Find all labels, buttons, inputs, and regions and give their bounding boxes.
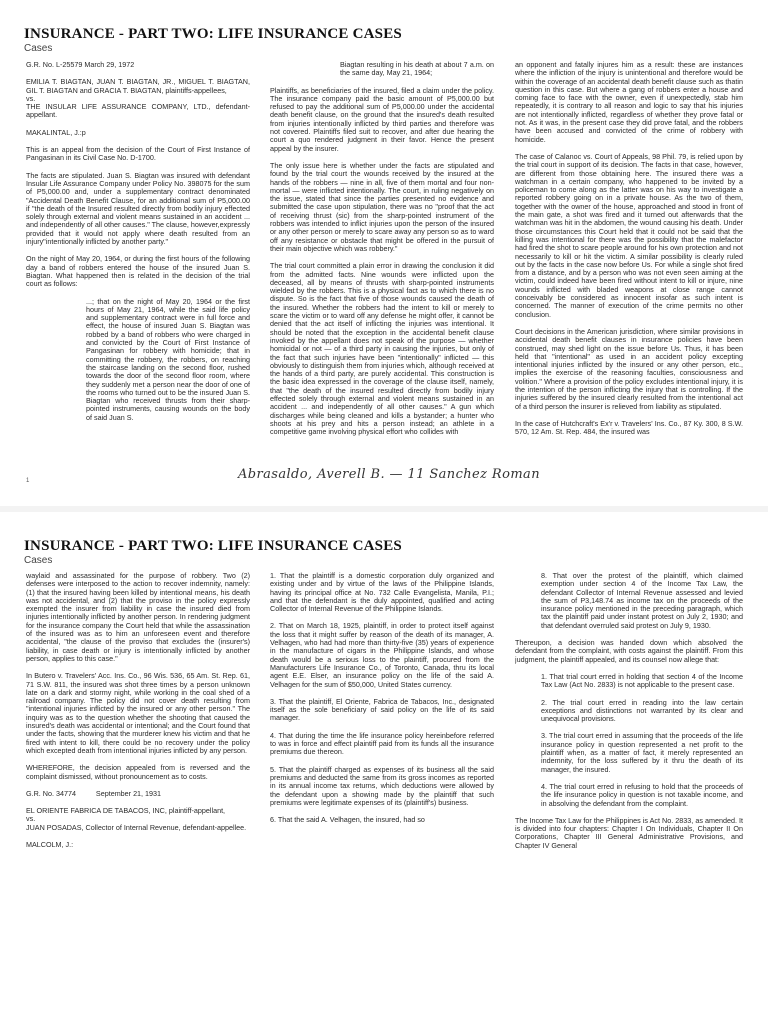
stipulation-item: 3. That the plaintiff, El Oriente, Fabrica de Tabacos, Inc., designated itself as the sole beneficiary of said policy on the life of its said manager. xyxy=(270,696,494,723)
column-1 xyxy=(26,61,250,456)
column-2 xyxy=(270,572,494,1024)
paragraph: In the case of Hutchcraft's Ex'r v. Travelers' Ins. Co., 87 Ky. 300, 8 S.W. 570, 12 Am. St. Rep. 484, the insured was xyxy=(515,418,743,437)
paragraph: The only issue here is whether under the facts are stipulated and found by the trial court the wounds received by the insured at the hands of the robbers — nine in all, five of them mortal and four non-mortal — were inflicted intentionally. The court, in ruling negatively on the issue, stated that since the parties presented no evidence and submitted the case upon stipulation, there was no "proof that the act of receiving thrust (sic) from the sharp-pointed instrument of the robbers was intended to inflict injuries upon the person of the insured or any other person or merely to scare away any person so as to ward off any resistance or obstacle that might be offered in the pursuit of their main objective which was robbery." xyxy=(270,160,494,253)
assigned-error: 4. The trial court erred in refusing to hold that the proceeds of the life insurance policy in question is not taxable income, and in absolving the defendant from the complaint. xyxy=(541,781,743,808)
paragraph: Plaintiffs, as beneficiaries of the insured, filed a claim under the policy. The insurance company paid the basic amount of P5,000.00 but refused to pay the additional sum of P5,000.00 under the accidental death benefit clause, on the ground that the insured's death resulted from injuries intentionally inflicted by third parties and therefore was not covered. Plaintiffs filed suit to recover, and after due hearing the court a quo rendered judgment in their favor. Hence the present appeal by the insurer. xyxy=(270,85,494,153)
column-1 xyxy=(26,572,250,1024)
stipulation-item: 5. That the plaintiff charged as expenses of its business all the said premiums and deducted the same from its gross incomes as reported in its annual income tax returns, which deductions were allowed by the defendant upon a showing made by the plaintiff that such premiums were legitimate expenses of its (plaintiff's) business. xyxy=(270,764,494,807)
page-header-subtitle: Cases xyxy=(24,43,53,54)
case-parties: EL ORIENTE FABRICA DE TABACOS, INC, plaintiff-appellant, vs. JUAN POSADAS, Collector of Internal Revenue, defendant-appellee. xyxy=(26,806,247,832)
stipulation-item: 8. That over the protest of the plaintiff, which claimed exemption under section 4 of the Income Tax Law, the defendant Collector of Internal Revenue assessed and levied the sum of P3,148.74 as income tax on the proceeds of the insurance policy mentioned in the preceding paragraph, which tax the plaintiff paid under instant protest on July 2, 1930; and that defendant overruled said protest on July 9, 1930. xyxy=(541,572,743,630)
paragraph: This is an appeal from the decision of the Court of First Instance of Pangasinan in its Civil Case No. D-1700. xyxy=(26,145,250,163)
assigned-error: 2. The trial court erred in reading into the law certain exceptions and distinctions not warranted by its clear and unequivocal provisions. xyxy=(541,697,743,724)
paragraph: an opponent and fatally injures him as a result: these are instances where the infliction of the injury is unintentional and therefore would be within the coverage of an accidental death benefit clause such as thatin question in this case. But where a gang of robbers enter a house and coming face to face with the owner, even if unexpectedly, stab him repeatedly, it is contrary to all reason and logic to say that his injuries are not intentionally inflicted, regardless of whether they prove fatal or not. As it was, in the present case they did prove fatal, and the robbers have been accused and convicted of the crime of robbery with homicide. xyxy=(515,61,743,144)
quoted-paragraph: ...; that on the night of May 20, 1964 or the first hours of May 21, 1964, while the said life policy and supplementary contract were in full force and effect, the house of insured Juan S. Biagtan was robbed by a band of robbers who were charged in and convicted by the Court of First Instance of Pangasinan for robbery with homicide; that in committing the robbery, the robbers, on reaching the staircase landing on the second floor, rushed towards the door of the second floor room, where they suddenly met a person near the door of one of the rooms who turned out to be the insured Juan S. Biagtan who received thrusts from their sharp-pointed instruments, causing wounds on the body of said Juan S. xyxy=(86,296,250,422)
stipulation-item: 1. That the plaintiff is a domestic corporation duly organized and existing under and by virtue of the laws of the Philippine Islands, having its principal office at No. 732 Calle Evangelista, Manila, P.I.; and that the defendant is the duly appointed, qualified and acting Collector of Internal Revenue of the Philippine Islands. xyxy=(270,572,494,614)
stipulation-item: 2. That on March 18, 1925, plaintiff, in order to protect itself against the loss that it might suffer by reason of the death of its manager, A. Velhagen, who had had more than thirty-five (35) years of experience in the manufacture of cigars in the Philippine Islands, and whose death would be a serious loss to the plaintiff, procured from the Manufacturers Life Insurance Co., of Toronto, Canada, thru its local agent E.E. Elser, an insurance policy on the life of the said A. Velhagen for the sum of $50,000, United States currency. xyxy=(270,621,494,689)
paragraph: On the night of May 20, 1964, or during the first hours of the following day a band of robbers entered the house of the insured Juan S. Biagtan. What happened then is related in the decision of the trial court as follows: xyxy=(26,254,250,289)
paragraph: WHEREFORE, the decision appealed from is reversed and the complaint dismissed, without pronouncement as to costs. xyxy=(26,763,250,781)
column-3 xyxy=(515,572,743,1024)
paragraph: Thereupon, a decision was handed down which absolved the defendant from the complaint, with costs against the plaintiff. From this judgment, the plaintiff appealed, and its counsel now allege that: xyxy=(515,638,743,664)
case-number: G.R. No. L-25579 March 29, 1972 xyxy=(26,61,135,69)
paragraph: The Income Tax Law for the Philippines is Act No. 2833, as amended. It is divided into four chapters: Chapter I On Individuals, Chapter II On Corporations, Chapter III General Administrative Provisions, and Chapter IV General xyxy=(515,815,743,850)
stipulation-item: 4. That during the time the life insurance policy hereinbefore referred to was in force and effect plaintiff paid from its funds all the insurance premiums due thereon. xyxy=(270,730,494,757)
page-header-title: INSURANCE - PART TWO: LIFE INSURANCE CASES xyxy=(24,538,402,554)
assigned-error: 1. That trial court erred in holding that section 4 of the Income Tax Law (Act No. 2833) is not applicable to the present case. xyxy=(541,671,743,690)
paragraph: The facts are stipulated. Juan S. Biagtan was insured with defendant Insular Life Assurance Company under Policy No. 398075 for the sum of P5,000.00 and, under a supplementary contract denominated "Accidental Death Benefit Clause, for an additional sum of P5,000.00 if "the death of the Insured resulted directly from bodily injury effected solely through external and violent means sustained in an accident ... and independently of all other causes." The clause, however,expressly provided that it would not apply where death resulted from an injury"intentionally inflicted by another party." xyxy=(26,170,250,247)
case-number: G.R. No. 34774 September 21, 1931 xyxy=(26,788,162,798)
paragraph: Court decisions in the American jurisdiction, where similar provisions in accidental death benefit clauses in insurance policies have been construed, may shed light on the issue before Us. Thus, it has been held that "intentional" as used in an accident policy excepting intentional injuries inflicted by the insured or any other person, etc., implies the exercise of the reasoning faculties, consciousness and volition." Where a provision of the policy excludes intentional injury, it is the intention of the person inflicting the injury that is controlling. If the injuries suffered by the insured clearly resulted from the intentional act of a third person the insurer is relieved from liability as stipulated. xyxy=(515,326,743,411)
paragraph: Biagtan resulting in his death at about 7 a.m. on the same day, May 21, 1964; xyxy=(340,61,494,78)
column-3 xyxy=(515,61,743,461)
paragraph: In Butero v. Travelers' Acc. Ins. Co., 96 Wis. 536, 65 Am. St. Rep. 61, 71 S.W. 811, the insured was shot three times by a person unknown late on a dark and stormy night, while working in the coal shed of a railroad company. The policy did not cover death resulting from "intentional injuries inflicted by the insured or any other person." The inquiry was as to the question whether the shooting that caused the insured's death was accidental or intentional; and the Court found that under the facts, showing that the murderer knew his victim and that he fired with intent to kill, there could be no recovery under the policy which excepted death from intentional injuries inflicted by any person. xyxy=(26,671,250,755)
paragraph: waylaid and assassinated for the purpose of robbery. Two (2) defenses were interposed to the action to recover indemnity, namely: (1) that the insured having been killed by intentional means, his death was not accidental, and (2) that the proviso in the policy expressly exempted the insurer from liability in case the insured died from injuries intentionally inflicted by another person. In rendering judgment for the insurance company the Court held that while the assassination of the insured was as to him an unforeseen event and therefore accidental, "the clause of the proviso that excludes the (insurer's) liability, in case death or injury is intentionally inflicted by another person, applies to this case." xyxy=(26,572,250,663)
page-header-subtitle: Cases xyxy=(24,555,53,566)
ponente: MAKALINTAL, J.:p xyxy=(26,127,86,137)
page-header-title: INSURANCE - PART TWO: LIFE INSURANCE CASES xyxy=(24,26,402,42)
paragraph: The trial court committed a plain error in drawing the conclusion it did from the admitted facts. Nine wounds were inflicted upon the deceased, all by means of thrusts with sharp-pointed instruments wielded by the robbers. This is a physical fact as to which there is no dispute. So is the fact that five of those wounds caused the death of the insured. Whether the robbers had the intent to kill or merely to scare the victim or to ward off any defense he might offer, it cannot be denied that the act itself of inflicting the injuries was intentional. It should be noted that the exception in the accidental benefit clause invoked by the appellant does not speak of the purpose — whether homicidal or not — of a third party in causing the injuries, but only of the fact that such injuries have been "intentionally" inflicted — this obviously to distinguish them from injuries which, although received at the hands of a third party, are purely accidental. This construction is the basic idea expressed in the coverage of the clause itself, namely, that "the death of the insured resulted directly from bodily injury effected solely through external and violent means sustained in an accident ... and independently of all other causes." A gun which discharges while being cleaned and kills a bystander; a hunter who shoots at his prey and hits a person instead; an athlete in a competitive game involving physical effort who collides with xyxy=(270,261,494,437)
assigned-error: 3. The trial court erred in assuming that the proceeds of the life insurance policy in question represented a net profit to the plaintiff when, as a matter of fact, it merely represented an indemnity, for the loss suffered by it thru the death of its manager, the insured. xyxy=(541,731,743,774)
column-2 xyxy=(270,61,494,456)
page-footnote: 1 xyxy=(26,478,30,484)
paragraph: The case of Calanoc vs. Court of Appeals, 98 Phil. 79, is relied upon by the trial court in support of its decision. The facts in that case, however, are different from those obtaining here. The insured there was a watchman in a certain company, who happened to be invited by a policeman to come along as the latter was on his way to investigate a reported robbery going on in a private house. As the two of them, together with the owner of the house, approached and stood in front of the main gate, a shot was fired and it turned out afterwards that the watchman was hit in the abdomen, the wound causing his death. Under those circumstances this Court held that it could not be said that the killing was intentional for there was the possibility that the malefactor had fired the shot to scare people around for his own protection and not necessarily to kill or hit the victim. A similar possibility is clearly ruled out by the facts in the case now before Us. For while a single shot fired from a distance, and by a person who was not even seen aiming at the victim, could indeed have been fired without intent to kill or injure, nine wounds inflicted with bladed weapons at close range cannot conceivably be considered as innocent insofar as such intent is concerned. The manner of execution of the crime permits no other conclusion. xyxy=(515,151,743,319)
stipulation-item: 6. That the said A. Velhagen, the insured, had so xyxy=(270,815,425,825)
ponente: MALCOLM, J.: xyxy=(26,840,74,850)
document-page-2 xyxy=(0,512,768,1024)
case-parties: EMILIA T. BIAGTAN, JUAN T. BIAGTAN, JR., MIGUEL T. BIAGTAN, GIL T. BIAGTAN and GRACIA T. BIAGTAN, plaintiffs-appellees, vs. THE INSULAR LIFE ASSURANCE COMPANY, LTD., defendant-appellant. xyxy=(26,77,250,120)
signature-line: Abrasaldo, Averell B. — 11 Sanchez Roman xyxy=(238,467,540,482)
